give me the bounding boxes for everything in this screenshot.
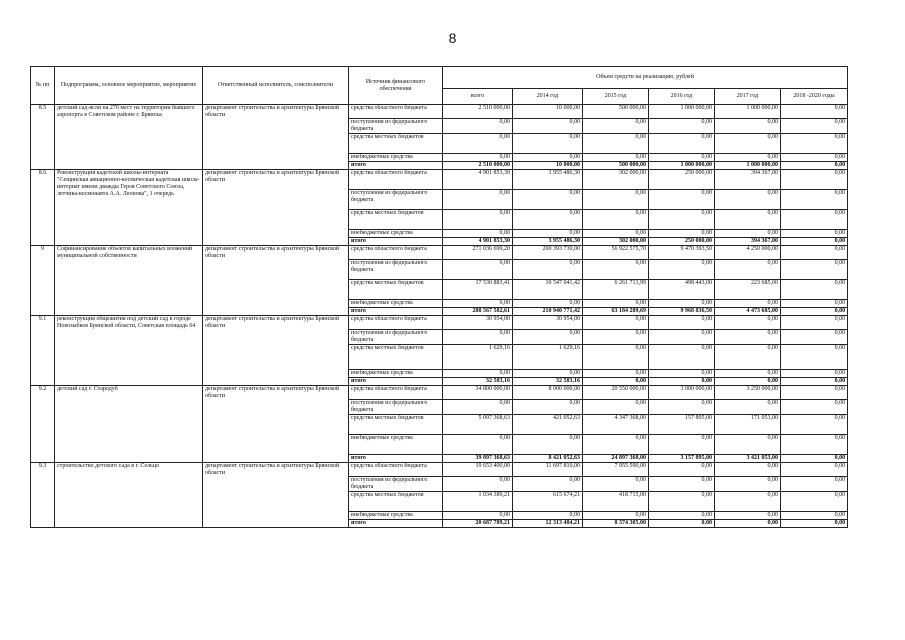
- amount-cell: 0,00: [715, 230, 781, 238]
- amount-cell: 0,00: [715, 119, 781, 134]
- amount-cell: 9 968 836,50: [649, 308, 715, 316]
- amount-cell: 0,00: [583, 316, 649, 330]
- item-executor: департамент строительства и архитектуры Брянской области: [203, 386, 349, 463]
- amount-cell: 0,00: [583, 477, 649, 492]
- funding-source: средства местных бюджетов: [349, 415, 443, 435]
- amount-cell: 0,00: [443, 190, 513, 210]
- amount-cell: 0,00: [781, 386, 848, 400]
- amount-cell: 0,00: [781, 154, 848, 162]
- funding-source: средства местных бюджетов: [349, 345, 443, 370]
- funding-source: поступления из федерального бюджета: [349, 260, 443, 280]
- amount-cell: 0,00: [443, 435, 513, 455]
- page-number: 8: [448, 30, 457, 46]
- amount-cell: 0,00: [443, 154, 513, 162]
- item-executor: департамент строительства и архитектуры Брянской области: [203, 246, 349, 316]
- amount-cell: 63 184 289,69: [583, 308, 649, 316]
- funding-source: поступления из федерального бюджета: [349, 190, 443, 210]
- amount-cell: 0,00: [781, 463, 848, 477]
- amount-cell: 615 674,21: [513, 492, 583, 512]
- header-source: Источник финансового обеспечения: [349, 67, 443, 105]
- amount-cell: 0,00: [781, 246, 848, 260]
- amount-cell: 0,00: [649, 134, 715, 154]
- item-executor: департамент строительства и архитектуры Брянской области: [203, 105, 349, 170]
- amount-cell: 0,00: [583, 400, 649, 415]
- amount-cell: 0,00: [583, 210, 649, 230]
- budget-table: [30, 66, 848, 528]
- amount-cell: 0,00: [443, 260, 513, 280]
- amount-cell: 8 374 305,00: [583, 520, 649, 528]
- amount-cell: 3 955 486,30: [513, 238, 583, 246]
- amount-cell: 0,00: [513, 154, 583, 162]
- item-executor: департамент строительства и архитектуры Брянской области: [203, 170, 349, 246]
- amount-cell: 10 000,00: [513, 162, 583, 170]
- amount-cell: 271 036 699,20: [443, 246, 513, 260]
- amount-cell: 0,00: [715, 378, 781, 386]
- item-executor: департамент строительства и архитектуры Брянской области: [203, 463, 349, 528]
- amount-cell: 0,00: [781, 119, 848, 134]
- item-name: Реконструкция кадетской школы-интерната "Сещинская авиационно-космическая кадетская школа-интернат имени дважды Героя Советского Союза, летчика-космонавта А.А. Леонова", 1 очередь: [55, 170, 203, 246]
- amount-cell: 0,00: [715, 154, 781, 162]
- amount-cell: 8 000 000,00: [513, 386, 583, 400]
- table-row: [31, 246, 848, 260]
- amount-cell: 4 250 000,00: [715, 246, 781, 260]
- amount-cell: 0,00: [649, 330, 715, 345]
- funding-source: средства местных бюджетов: [349, 134, 443, 154]
- amount-cell: 0,00: [649, 316, 715, 330]
- amount-cell: 0,00: [513, 119, 583, 134]
- header-year-2015: 2015 год: [583, 89, 649, 105]
- amount-cell: 0,00: [649, 378, 715, 386]
- amount-cell: 4 901 853,30: [443, 238, 513, 246]
- amount-cell: 0,00: [513, 300, 583, 308]
- amount-cell: 4 473 685,00: [715, 308, 781, 316]
- amount-cell: 0,00: [649, 210, 715, 230]
- header-year-2016: 2016 год: [649, 89, 715, 105]
- amount-cell: 0,00: [649, 520, 715, 528]
- amount-cell: 0,00: [781, 308, 848, 316]
- amount-cell: 210 940 771,42: [513, 308, 583, 316]
- funding-source: средства областного бюджета: [349, 386, 443, 400]
- amount-cell: 3 421 053,00: [715, 455, 781, 463]
- amount-cell: 2 510 000,00: [443, 105, 513, 119]
- amount-cell: 0,00: [513, 260, 583, 280]
- table-row: [31, 105, 848, 119]
- amount-cell: 0,00: [715, 370, 781, 378]
- amount-cell: 0,00: [513, 330, 583, 345]
- funding-source: средства местных бюджетов: [349, 492, 443, 512]
- amount-cell: 0,00: [715, 210, 781, 230]
- amount-cell: 0,00: [781, 520, 848, 528]
- amount-cell: 0,00: [781, 415, 848, 435]
- amount-cell: 0,00: [443, 477, 513, 492]
- funding-source: внебюджетные средства: [349, 512, 443, 520]
- amount-cell: 0,00: [513, 134, 583, 154]
- item-name: детский сад-ясли на 270 мест на территории бывшего аэропорта в Советском районе г. Брянска: [55, 105, 203, 170]
- amount-cell: 0,00: [781, 170, 848, 190]
- amount-cell: 0,00: [781, 455, 848, 463]
- amount-cell: 0,00: [781, 345, 848, 370]
- funding-source: внебюджетные средства: [349, 230, 443, 238]
- amount-cell: 200 393 730,00: [513, 246, 583, 260]
- amount-cell: 20 550 000,00: [583, 386, 649, 400]
- amount-cell: 0,00: [781, 260, 848, 280]
- amount-cell: 0,00: [583, 190, 649, 210]
- amount-cell: 8 421 052,63: [513, 455, 583, 463]
- amount-cell: 0,00: [781, 435, 848, 455]
- amount-cell: 171 053,00: [715, 415, 781, 435]
- funding-source: поступления из федерального бюджета: [349, 400, 443, 415]
- amount-cell: 12 313 484,21: [513, 520, 583, 528]
- amount-cell: 0,00: [781, 238, 848, 246]
- table-row: [31, 316, 848, 330]
- amount-cell: 10 000,00: [513, 105, 583, 119]
- item-number: 9.2: [31, 386, 55, 463]
- funding-source: поступления из федерального бюджета: [349, 477, 443, 492]
- item-name: реконструкция общежития под детский сад в городе Новозыбков Брянской области, Советская площадь 64: [55, 316, 203, 386]
- amount-cell: 0,00: [583, 435, 649, 455]
- amount-cell: 0,00: [443, 119, 513, 134]
- funding-source: внебюджетные средства: [349, 154, 443, 162]
- item-number: 9: [31, 246, 55, 316]
- amount-cell: 0,00: [513, 512, 583, 520]
- funding-source: внебюджетные средства: [349, 370, 443, 378]
- amount-cell: 0,00: [583, 330, 649, 345]
- amount-cell: 250 000,00: [649, 238, 715, 246]
- amount-cell: 0,00: [443, 330, 513, 345]
- amount-cell: 0,00: [715, 260, 781, 280]
- amount-cell: 0,00: [781, 492, 848, 512]
- amount-cell: 0,00: [649, 300, 715, 308]
- funding-source: средства областного бюджета: [349, 105, 443, 119]
- amount-cell: 0,00: [583, 345, 649, 370]
- funding-source: итого: [349, 520, 443, 528]
- table-body: [31, 105, 848, 528]
- amount-cell: 0,00: [583, 300, 649, 308]
- amount-cell: 1 000 000,00: [715, 105, 781, 119]
- amount-cell: 0,00: [443, 210, 513, 230]
- amount-cell: 0,00: [781, 316, 848, 330]
- amount-cell: 6 261 713,99: [583, 280, 649, 300]
- amount-cell: 0,00: [781, 512, 848, 520]
- amount-cell: 0,00: [513, 400, 583, 415]
- amount-cell: 0,00: [649, 154, 715, 162]
- header-year-2018-2020: 2018 -2020 годы: [781, 89, 848, 105]
- amount-cell: 4 901 853,30: [443, 170, 513, 190]
- amount-cell: 7 955 590,00: [583, 463, 649, 477]
- funding-source: итого: [349, 162, 443, 170]
- amount-cell: 20 687 789,21: [443, 520, 513, 528]
- amount-cell: 418 715,00: [583, 492, 649, 512]
- amount-cell: 0,00: [443, 134, 513, 154]
- amount-cell: 0,00: [649, 477, 715, 492]
- amount-cell: 34 800 000,00: [443, 386, 513, 400]
- amount-cell: 0,00: [649, 260, 715, 280]
- funding-source: средства областного бюджета: [349, 463, 443, 477]
- amount-cell: 0,00: [781, 134, 848, 154]
- amount-cell: 0,00: [583, 512, 649, 520]
- amount-cell: 0,00: [649, 492, 715, 512]
- amount-cell: 0,00: [649, 435, 715, 455]
- header-program: Подпрограмма, основное мероприятие, мероприятие: [55, 67, 203, 105]
- amount-cell: 0,00: [715, 463, 781, 477]
- amount-cell: 0,00: [649, 512, 715, 520]
- amount-cell: 0,00: [781, 400, 848, 415]
- amount-cell: 0,00: [781, 378, 848, 386]
- amount-cell: 0,00: [583, 370, 649, 378]
- header-year-2017: 2017 год: [715, 89, 781, 105]
- amount-cell: 421 052,63: [513, 415, 583, 435]
- table-row: [31, 386, 848, 400]
- amount-cell: 0,00: [715, 134, 781, 154]
- funding-source: итого: [349, 378, 443, 386]
- header-year-2014: 2014 год: [513, 89, 583, 105]
- amount-cell: 500 000,00: [583, 162, 649, 170]
- amount-cell: 0,00: [715, 512, 781, 520]
- amount-cell: 0,00: [583, 119, 649, 134]
- table-row: [31, 170, 848, 190]
- amount-cell: 0,00: [649, 370, 715, 378]
- amount-cell: 1 629,16: [443, 345, 513, 370]
- amount-cell: 0,00: [649, 463, 715, 477]
- amount-cell: 10 547 041,42: [513, 280, 583, 300]
- amount-cell: 0,00: [649, 230, 715, 238]
- funding-source: средства областного бюджета: [349, 316, 443, 330]
- amount-cell: 0,00: [781, 300, 848, 308]
- funding-source: поступления из федерального бюджета: [349, 330, 443, 345]
- amount-cell: 394 367,00: [715, 170, 781, 190]
- amount-cell: 0,00: [649, 119, 715, 134]
- amount-cell: 32 583,16: [513, 378, 583, 386]
- header-year-total: всего: [443, 89, 513, 105]
- amount-cell: 0,00: [715, 300, 781, 308]
- amount-cell: 250 000,00: [649, 170, 715, 190]
- item-executor: департамент строительства и архитектуры Брянской области: [203, 316, 349, 386]
- amount-cell: 0,00: [583, 154, 649, 162]
- amount-cell: 0,00: [781, 370, 848, 378]
- amount-cell: 0,00: [781, 230, 848, 238]
- amount-cell: 0,00: [443, 300, 513, 308]
- amount-cell: 0,00: [715, 520, 781, 528]
- funding-source: итого: [349, 238, 443, 246]
- amount-cell: 4 347 368,00: [583, 415, 649, 435]
- item-number: 8.5: [31, 105, 55, 170]
- amount-cell: 0,00: [649, 400, 715, 415]
- item-name: строительство детского сада в г. Сельцо: [55, 463, 203, 528]
- amount-cell: 0,00: [781, 105, 848, 119]
- item-name: детский сад г. Стародуб: [55, 386, 203, 463]
- amount-cell: 302 000,00: [583, 238, 649, 246]
- amount-cell: 39 897 368,63: [443, 455, 513, 463]
- amount-cell: 0,00: [781, 162, 848, 170]
- amount-cell: 157 895,00: [649, 415, 715, 435]
- amount-cell: 0,00: [781, 190, 848, 210]
- amount-cell: 0,00: [781, 330, 848, 345]
- amount-cell: 17 530 883,41: [443, 280, 513, 300]
- amount-cell: 0,00: [781, 477, 848, 492]
- item-name: Софинансирование объектов капитальных вложений муниципальной собственности: [55, 246, 203, 316]
- item-number: 9.1: [31, 316, 55, 386]
- amount-cell: 1 000 000,00: [715, 162, 781, 170]
- amount-cell: 1 034 389,21: [443, 492, 513, 512]
- amount-cell: 0,00: [513, 477, 583, 492]
- amount-cell: 3 000 000,00: [649, 386, 715, 400]
- amount-cell: 11 697 810,00: [513, 463, 583, 477]
- amount-cell: 5 097 368,63: [443, 415, 513, 435]
- amount-cell: 0,00: [443, 512, 513, 520]
- funding-source: средства областного бюджета: [349, 170, 443, 190]
- table-row: [31, 463, 848, 477]
- amount-cell: 30 954,00: [513, 316, 583, 330]
- funding-source: итого: [349, 308, 443, 316]
- amount-cell: 0,00: [443, 230, 513, 238]
- amount-cell: 498 443,00: [649, 280, 715, 300]
- amount-cell: 0,00: [781, 210, 848, 230]
- header-volume: Объем средств на реализацию, рублей: [443, 67, 848, 89]
- amount-cell: 0,00: [715, 477, 781, 492]
- header-num: № пп: [31, 67, 55, 105]
- amount-cell: 30 954,00: [443, 316, 513, 330]
- amount-cell: 0,00: [649, 190, 715, 210]
- amount-cell: 3 157 895,00: [649, 455, 715, 463]
- amount-cell: 0,00: [715, 492, 781, 512]
- amount-cell: 0,00: [583, 230, 649, 238]
- amount-cell: 394 367,00: [715, 238, 781, 246]
- amount-cell: 0,00: [513, 210, 583, 230]
- item-number: 9.3: [31, 463, 55, 528]
- amount-cell: 0,00: [513, 190, 583, 210]
- amount-cell: 2 510 000,00: [443, 162, 513, 170]
- funding-source: внебюджетные средства: [349, 435, 443, 455]
- amount-cell: 24 897 368,00: [583, 455, 649, 463]
- amount-cell: 0,00: [443, 400, 513, 415]
- amount-cell: 0,00: [443, 370, 513, 378]
- amount-cell: 0,00: [513, 370, 583, 378]
- funding-source: средства местных бюджетов: [349, 210, 443, 230]
- amount-cell: 0,00: [513, 435, 583, 455]
- amount-cell: 0,00: [583, 378, 649, 386]
- amount-cell: 288 567 582,61: [443, 308, 513, 316]
- header-executor: Ответственный исполнитель, соисполнители: [203, 67, 349, 105]
- amount-cell: 9 470 393,50: [649, 246, 715, 260]
- amount-cell: 0,00: [715, 190, 781, 210]
- amount-cell: 0,00: [583, 134, 649, 154]
- amount-cell: 0,00: [715, 435, 781, 455]
- item-number: 8.6: [31, 170, 55, 246]
- amount-cell: 1 000 000,00: [649, 162, 715, 170]
- amount-cell: 0,00: [715, 345, 781, 370]
- amount-cell: 0,00: [781, 280, 848, 300]
- amount-cell: 0,00: [583, 260, 649, 280]
- amount-cell: 1 000 000,00: [649, 105, 715, 119]
- amount-cell: 0,00: [715, 330, 781, 345]
- funding-source: внебюджетные средства: [349, 300, 443, 308]
- amount-cell: 0,00: [715, 316, 781, 330]
- amount-cell: 302 000,00: [583, 170, 649, 190]
- amount-cell: 56 922 575,70: [583, 246, 649, 260]
- amount-cell: 0,00: [513, 230, 583, 238]
- funding-source: средства областного бюджета: [349, 246, 443, 260]
- amount-cell: 0,00: [649, 345, 715, 370]
- amount-cell: 223 685,00: [715, 280, 781, 300]
- amount-cell: 500 000,00: [583, 105, 649, 119]
- amount-cell: 0,00: [715, 400, 781, 415]
- funding-source: поступления из федерального бюджета: [349, 119, 443, 134]
- amount-cell: 1 629,16: [513, 345, 583, 370]
- funding-source: средства местных бюджетов: [349, 280, 443, 300]
- amount-cell: 3 250 000,00: [715, 386, 781, 400]
- amount-cell: 19 653 400,00: [443, 463, 513, 477]
- amount-cell: 3 955 486,30: [513, 170, 583, 190]
- amount-cell: 32 583,16: [443, 378, 513, 386]
- funding-source: итого: [349, 455, 443, 463]
